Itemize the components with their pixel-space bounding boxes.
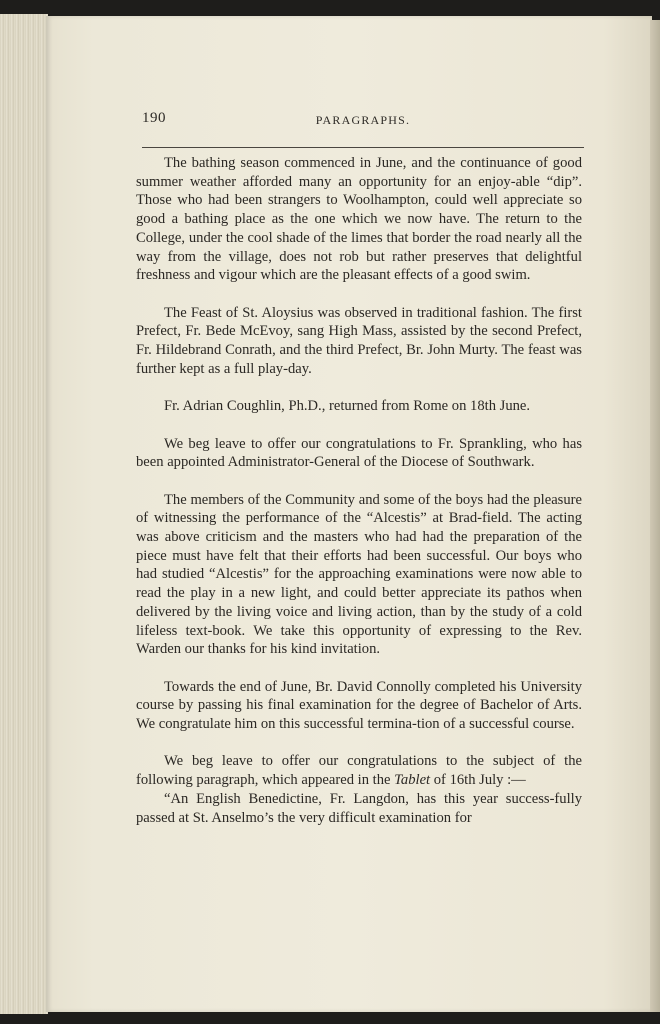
page-number: 190 xyxy=(142,110,166,126)
publication-title: Tablet xyxy=(394,772,431,789)
running-head-title: PARAGRAPHS. xyxy=(315,113,411,127)
paragraph-feast-st-aloysius: The Feast of St. Aloysius was observed in traditional fashion. The first Prefect, Fr. Bede McEvoy, sang High Mass, assisted by the second Prefect, Fr. Hildebrand Conrath, and the third Prefect, Br. John Murty. The feast was further kept as a full play-day. xyxy=(136,304,582,377)
right-page-edge xyxy=(650,20,660,1012)
paragraph-coughlin-return: Fr. Adrian Coughlin, Ph.D., returned from Rome on 18th June. xyxy=(164,398,531,415)
paragraph-sprankling: We beg leave to offer our congratulations to Fr. Sprankling, who has been appointed Administrator-General of the Diocese of Southwark. xyxy=(136,435,582,471)
running-head xyxy=(142,110,584,134)
header-rule xyxy=(142,147,584,148)
paragraph-langdon-quote: “An English Benedictine, Fr. Langdon, has this year success-fully passed at St. Anselmo’s the very difficult examination for xyxy=(136,790,582,826)
paragraph-alcestis: The members of the Community and some of the boys had the pleasure of witnessing the performance of the “Alcestis” at Brad-field. The acting was above criticism and the masters who had had the preparation of the piece must have felt that their efforts had been successful. Our boys who had studied “Alcestis” for the approaching examinations were now able to read the play in a new light, and could better appreciate its pathos when delivered by the living voice and living action, than by the study of a cold lifeless text-book. We take this opportunity of expressing to the Rev. Warden our thanks for his kind invitation. xyxy=(136,491,582,658)
stacked-page-edges xyxy=(0,14,48,1014)
paragraph-bathing-season: The bathing season commenced in June, and the continuance of good summer weather afforded many an opportunity for an enjoy-able “dip”. Those who had been strangers to Woolhampton, could well appreciate so good a bathing place as the one which we now have. The return to the College, under the cool shade of the limes that border the road nearly all the way from the village, does not rob but rather preserves that delightful freshness and vigour which are the pleasant effects of a good swim. xyxy=(136,155,582,284)
body-text xyxy=(136,154,582,827)
paragraph-connolly-degree: Towards the end of June, Br. David Connolly completed his University course by passing his final examination for the degree of Bachelor of Arts. We congratulate him on this successful termina-tion of a successful course. xyxy=(136,678,582,733)
paragraph-tablet-intro: We beg leave to offer our congratulations to the subject of the following paragraph, which appeared in the Tablet of 16th July :— xyxy=(136,753,582,789)
